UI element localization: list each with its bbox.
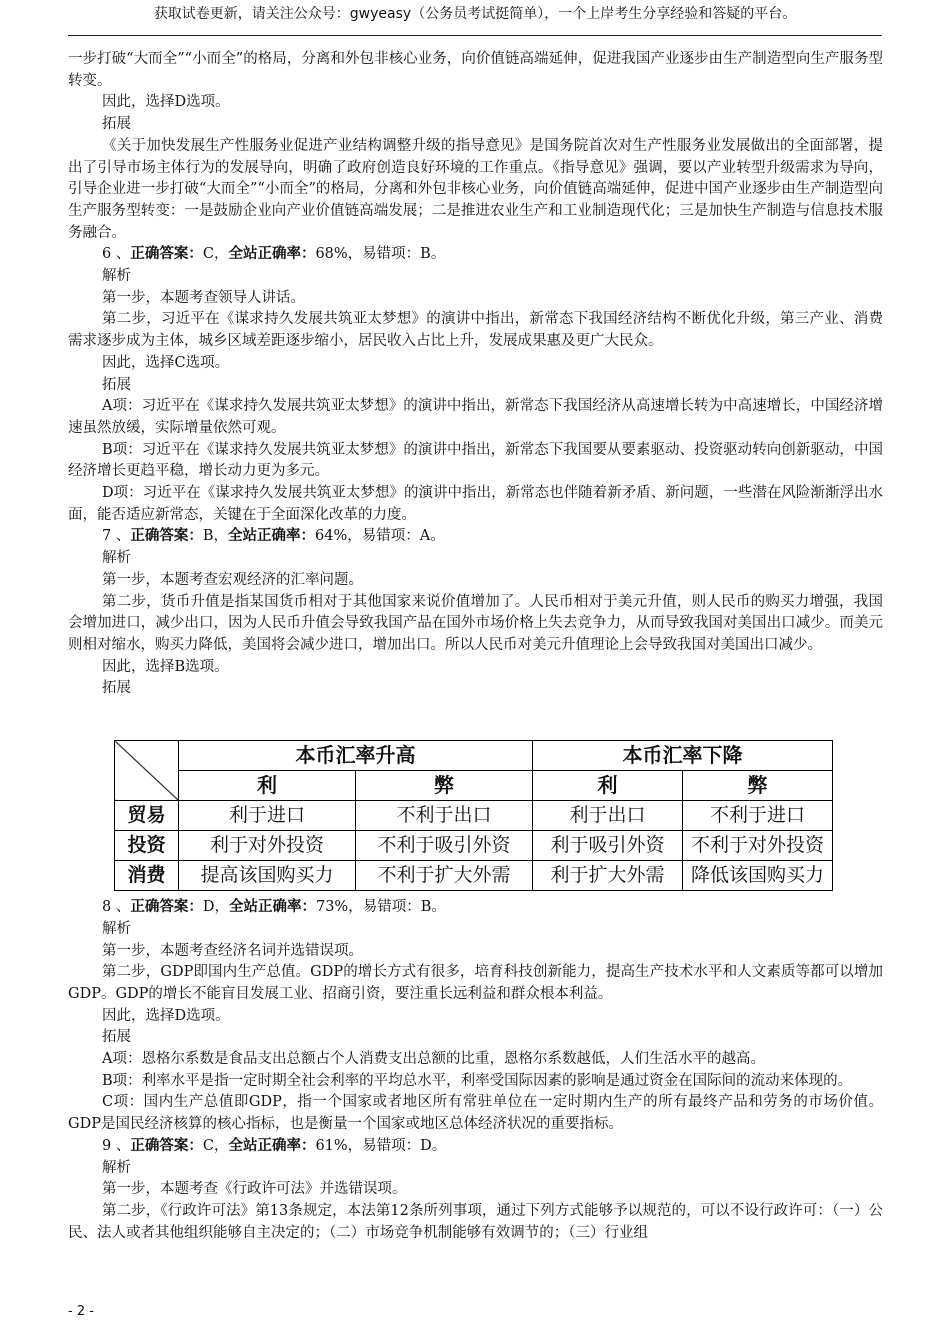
table-row [115,861,833,891]
sub-header-con: 弊 [356,771,533,801]
paragraph: 《关于加快发展生产性服务业促进产业结构调整升级的指导意见》是国务院首次对生产性服务业发展做出的全面部署，提出了引导市场主体行为的发展导向，明确了政府创造良好环境的工作重点。《指导意见》强调，要以产业转型升级需求为导向，引导企业进一步打破“大而全”“小而全”的格局，分离和外包非核心业务，向价值链高端延伸，促进中国产业逐步由生产制造型向生产服务型转变：一是鼓励企业向产业价值链高端发展；二是推进农业生产和工业制造现代化；三是加快生产制造与信息技术服务融合。 [68,137,883,241]
answer-label: 正确答案： [130,1137,203,1154]
paragraph: 第二步，习近平在《谋求持久发展共筑亚太梦想》的演讲中指出，新常态下我国经济结构不断优化升级，第三产业、消费需求逐步成为主体，城乡区域差距逐步缩小，居民收入占比上升，发展成果惠及更广大民众。 [68,311,883,350]
paragraph: 一步打破“大而全”“小而全”的格局，分离和外包非核心业务，向价值链高端延伸，促进我国产业逐步由生产制造型向生产服务型转变。 [68,51,883,89]
answer-value: C， [202,1137,229,1154]
table-cell: 利于吸引外资 [533,831,683,861]
answer-label: 正确答案： [130,899,203,916]
accuracy-value: 64%，易错项：A。 [315,528,445,545]
document-body [68,49,883,1244]
answer-line [68,1136,883,1158]
table-cell: 利于扩大外需 [533,861,683,891]
paragraph: 第一步，本题考查宏观经济的汇率问题。 [102,571,363,588]
table-row [115,831,833,861]
answer-label: 正确答案： [130,246,203,263]
answer-value: B， [202,528,228,545]
paragraph: 第二步，GDP即国内生产总值。GDP的增长方式有很多，培育科技创新能力，提高生产技术水平和人文素质等都可以增加GDP。GDP的增长不能盲目发展工业、招商引资，要注重长远利益和群众根本利益。 [68,964,883,1002]
sub-header-pro: 利 [533,771,683,801]
row-label: 投资 [115,831,179,861]
paragraph: 第一步，本题考查领导人讲话。 [102,289,305,306]
question-number: 7 、 [102,528,131,545]
page-number: - 2 - [68,1304,94,1319]
accuracy-label: 全站正确率： [228,528,315,545]
paragraph: 因此，选择C选项。 [102,354,230,371]
answer-label: 正确答案： [130,528,203,545]
answer-line [68,897,883,919]
question-number: 8 、 [102,899,131,916]
answer-line [68,526,883,548]
paragraph: 解析 [102,268,131,285]
paragraph: 因此，选择D选项。 [102,94,230,111]
table-cell: 不利于扩大外需 [356,861,533,891]
accuracy-label: 全站正确率： [228,1137,316,1154]
table-cell: 不利于出口 [356,801,533,831]
table-row [115,801,833,831]
paragraphs-top [68,49,883,700]
question-number: 9 、 [102,1137,131,1154]
paragraph: 第二步，货币升值是指某国货币相对于其他国家来说价值增加了。人民币相对于美元升值，则人民币的购买力增强，我国会增加进口，减少出口，因为人民币升值会导致我国产品在国外市场价格上失去竞争力，从而导致我国对美国出口减少。而美元则相对缩水，购买力降低，美国将会减少进口，增加出口。所以人民币对美元升值理论上会导致我国对美国出口减少。 [68,593,883,653]
group-header-rise: 本币汇率升高 [179,741,533,771]
answer-value: D， [202,899,229,916]
accuracy-value: 73%，易错项：B。 [315,899,446,916]
paragraph: B项：习近平在《谋求持久发展共筑亚太梦想》的演讲中指出，新常态下我国要从要素驱动、投资驱动转向创新驱动，中国经济增长更趋平稳，增长动力更为多元。 [68,441,883,480]
table-corner-cell [115,741,179,801]
row-label: 贸易 [115,801,179,831]
header-rule [68,35,882,36]
paragraph: A项：恩格尔系数是食品支出总额占个人消费支出总额的比重，恩格尔系数越低，人们生活水平的越高。 [102,1051,765,1068]
table-cell: 不利于对外投资 [683,831,833,861]
answer-value: C， [202,246,229,263]
exchange-rate-table-wrap [114,740,832,891]
paragraph: 因此，选择D选项。 [102,1007,230,1024]
paragraph: 拓展 [102,116,131,133]
paragraph: 拓展 [102,376,131,393]
paragraph: 第一步，本题考查经济名词并选错误项。 [102,942,363,959]
paragraph: D项：习近平在《谋求持久发展共筑亚太梦想》的演讲中指出，新常态也伴随着新矛盾、新问题，一些潜在风险渐渐浮出水面，能否适应新常态，关键在于全面深化改革的力度。 [68,485,883,523]
page-header: 获取试卷更新，请关注公众号：gwyeasy（公务员考试挺简单），一个上岸考生分享经验和答疑的平台。 [153,6,797,22]
table-cell: 不利于吸引外资 [356,831,533,861]
answer-line [68,244,883,266]
paragraph: 解析 [102,920,131,937]
table-cell: 不利于进口 [683,801,833,831]
accuracy-label: 全站正确率： [228,246,316,263]
paragraph: 拓展 [102,680,131,697]
row-label: 消费 [115,861,179,891]
accuracy-label: 全站正确率： [228,899,316,916]
accuracy-value: 68%，易错项：B。 [315,246,446,263]
paragraph: 拓展 [102,1029,131,1046]
sub-header-pro: 利 [179,771,356,801]
table-cell: 提高该国购买力 [179,861,356,891]
paragraph: 第一步，本题考查《行政许可法》并选错误项。 [102,1181,407,1198]
paragraph: 第二步，《行政许可法》第13条规定，本法第12条所列事项，通过下列方式能够予以规范的，可以不设行政许可：（一）公民、法人或者其他组织能够自主决定的；（二）市场竞争机制能够有效调节的；（三）行业组 [68,1202,883,1241]
table-cell: 降低该国购买力 [683,861,833,891]
paragraphs-bottom [68,897,883,1244]
table-cell: 利于进口 [179,801,356,831]
paragraph: A项：习近平在《谋求持久发展共筑亚太梦想》的演讲中指出，新常态下我国经济从高速增长转为中高速增长，中国经济增速虽然放缓，实际增量依然可观。 [68,398,883,436]
paragraph: 解析 [102,1159,131,1176]
paragraph: 因此，选择B选项。 [102,658,229,675]
accuracy-value: 61%，易错项：D。 [315,1137,447,1154]
paragraph: B项：利率水平是指一定时期全社会利率的平均总水平，利率受国际因素的影响是通过资金在国际间的流动来体现的。 [102,1072,853,1089]
exchange-rate-table [114,740,833,891]
sub-header-con: 弊 [683,771,833,801]
paragraph: 解析 [102,550,131,567]
group-header-fall: 本币汇率下降 [533,741,833,771]
table-cell: 利于对外投资 [179,831,356,861]
table-cell: 利于出口 [533,801,683,831]
paragraph: C项：国内生产总值即GDP，指一个国家或者地区所有常驻单位在一定时期内生产的所有最终产品和劳务的市场价值。GDP是国民经济核算的核心指标，也是衡量一个国家或地区总体经济状况的重要指标。 [68,1094,883,1133]
question-number: 6 、 [102,246,131,263]
